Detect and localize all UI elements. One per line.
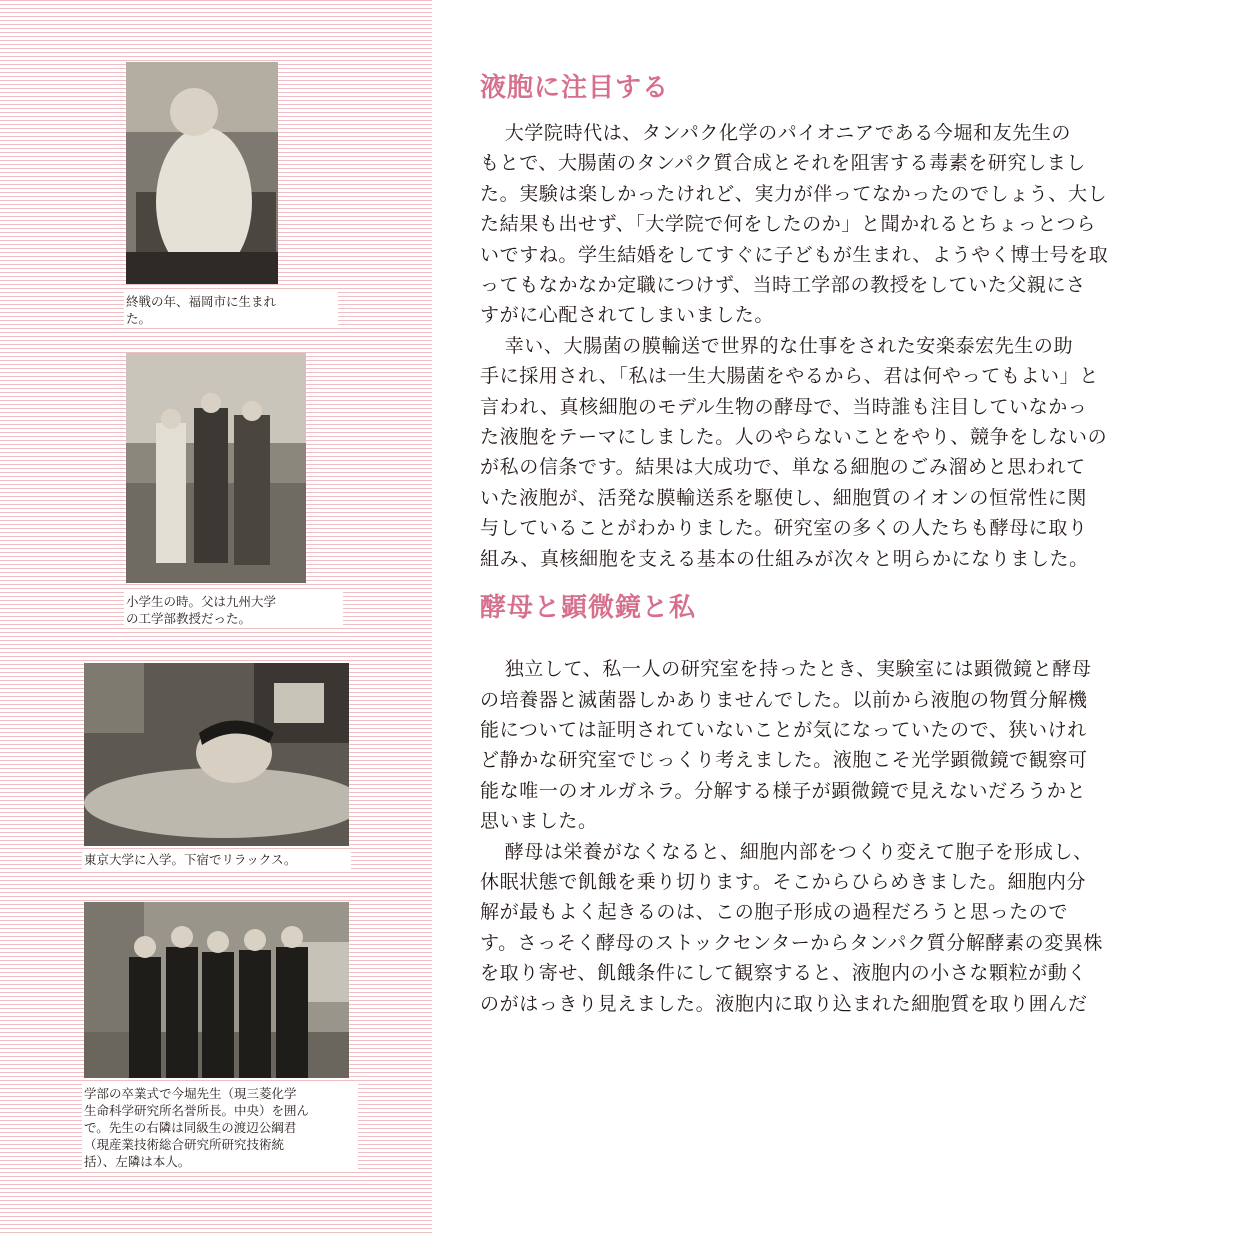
text-line: が私の信条です。結果は大成功で、単なる細胞のごみ溜めと思われて <box>480 456 1086 479</box>
text-line: ど静かな研究室でじっくり考えました。液胞こそ光学顕微鏡で観察可 <box>480 749 1088 772</box>
sidebar-photo-column <box>0 0 432 1234</box>
text-line: 思いました。 <box>480 810 598 833</box>
family-photo <box>126 353 306 583</box>
caption-line: 終戦の年、福岡市に生まれ <box>126 294 277 309</box>
text-line: 組み、真核細胞を支える基本の仕組みが次々と明らかになりました。 <box>480 547 1089 570</box>
text-line: いた液胞が、活発な膜輸送系を駆使し、細胞質のイオンの恒常性に関 <box>480 486 1088 509</box>
text-line: 幸い、大腸菌の膜輸送で世界的な仕事をされた安楽泰宏先生の助 <box>504 334 1074 357</box>
text-line: 酵母は栄養がなくなると、細胞内部をつくり変えて胞子を形成し、 <box>504 840 1093 863</box>
section-heading: 酵母と顕微鏡と私 <box>480 593 697 624</box>
paragraph <box>480 331 1170 574</box>
caption-line: 学部の卒業式で今堀先生（現三菱化学 <box>84 1086 297 1101</box>
section-heading: 液胞に注目する <box>480 73 670 103</box>
text-line: 解が最もよく起きるのは、この胞子形成の過程だろうと思ったので <box>480 901 1069 924</box>
text-line: すがに心配されてしまいました。 <box>480 304 775 327</box>
article-body <box>480 66 1170 1019</box>
graduation-photo <box>84 902 349 1078</box>
text-line: た液胞をテーマにしました。人のやらないことをやり、競争をしないの <box>480 426 1108 449</box>
paragraph <box>480 118 1170 331</box>
student-photo <box>84 663 349 846</box>
text-line: 独立して、私一人の研究室を持ったとき、実験室には顕微鏡と酵母 <box>504 658 1092 681</box>
caption-line: 小学生の時。父は九州大学 <box>126 594 277 609</box>
text-line: た結果も出せず、「大学院で何をしたのか」と聞かれるとちょっとつら <box>480 213 1096 236</box>
text-line: す。さっそく酵母のストックセンターからタンパク質分解酵素の変異株 <box>480 931 1104 954</box>
text-line: 大学院時代は、タンパク化学のパイオニアである今堀和友先生の <box>504 122 1071 144</box>
caption-line: で。先生の右隣は同級生の渡辺公綱君 <box>84 1120 297 1135</box>
caption-line: 生命科学研究所名誉所長。中央）を囲ん <box>84 1103 310 1118</box>
photo-caption-3 <box>82 850 351 869</box>
text-line: のがはっきり見えました。液胞内に取り込まれた細胞質を取り囲んだ <box>480 992 1088 1015</box>
caption-line: 東京大学に入学。下宿でリラックス。 <box>84 852 297 867</box>
text-line: た。実験は楽しかったけれど、実力が伴ってなかったのでしょう、大し <box>480 182 1108 205</box>
caption-line: （現産業技術総合研究所研究技術統 <box>84 1137 285 1152</box>
caption-line: の工学部教授だった。 <box>126 611 252 626</box>
text-line: もとで、大腸菌のタンパク質合成とそれを阻害する毒素を研究しまし <box>480 152 1086 175</box>
text-line: 手に採用され、「私は一生大腸菌をやるから、君は何やってもよい」と <box>480 365 1099 388</box>
text-line: を取り寄せ、飢餓条件にして観察すると、液胞内の小さな顆粒が動く <box>480 962 1088 985</box>
baby-photo <box>126 62 278 284</box>
paragraph <box>480 654 1170 836</box>
text-line: いですね。学生結婚をしてすぐに子どもが生まれ、ようやく博士号を取 <box>480 243 1109 266</box>
paragraph <box>480 837 1170 1019</box>
text-line: 言われ、真核細胞のモデル生物の酵母で、当時誰も注目していなかっ <box>480 395 1088 418</box>
text-line: の培養器と滅菌器しかありませんでした。以前から液胞の物質分解機 <box>480 688 1088 711</box>
caption-line: 括）、左隣は本人。 <box>84 1154 191 1169</box>
text-line: 与していることがわかりました。研究室の多くの人たちも酵母に取り <box>480 517 1088 540</box>
photo-caption-1 <box>124 292 338 328</box>
caption-line: た。 <box>126 311 152 326</box>
text-line: 能な唯一のオルガネラ。分解する様子が顕微鏡で見えないだろうかと <box>480 779 1087 802</box>
text-line: 休眠状態で飢餓を乗り切ります。そこからひらめきました。細胞内分 <box>480 870 1087 893</box>
photo-caption-2 <box>124 592 343 628</box>
text-line: ってもなかなか定職につけず、当時工学部の教授をしていた父親にさ <box>480 274 1086 297</box>
text-line: 能については証明されていないことが気になっていたので、狭いけれ <box>480 718 1087 741</box>
photo-caption-4 <box>82 1084 358 1171</box>
